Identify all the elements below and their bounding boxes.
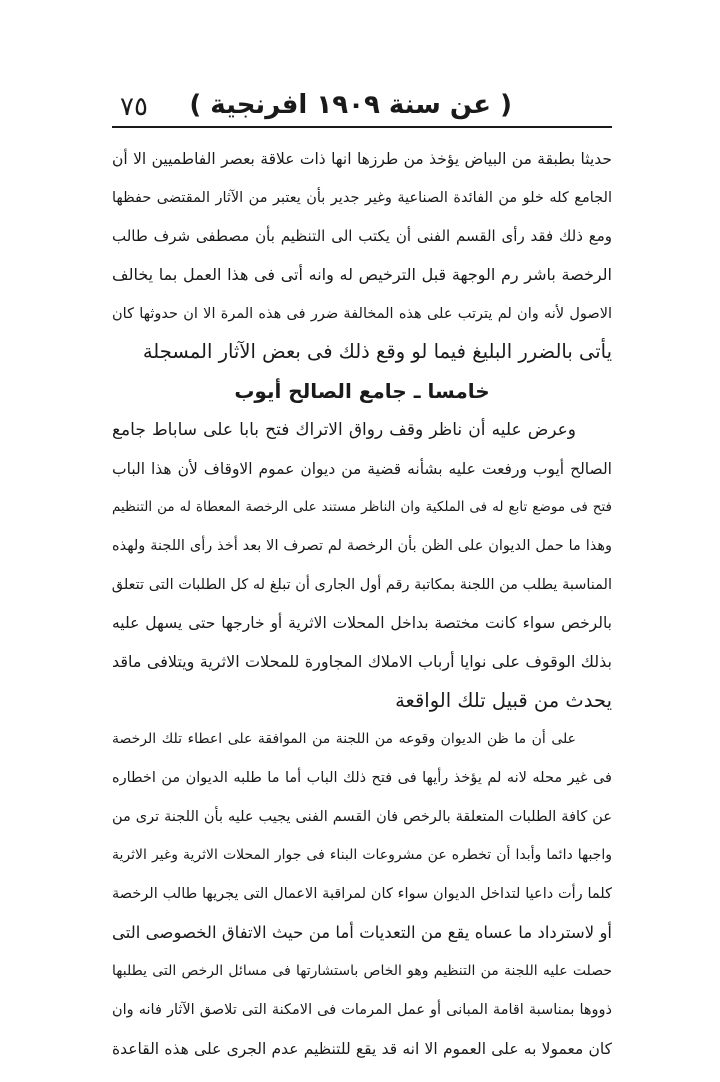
page-header bbox=[112, 86, 612, 126]
text-line: الجامع كله خلو من الفائدة الصناعية وغير جدير بأن يعتبر من الآثار المقتضى حفظها bbox=[112, 189, 612, 206]
text-line: ومع ذلك فقد رأى القسم الفنى أن يكتب الى التنظيم بأن مصطفى شرف طالب bbox=[112, 227, 612, 246]
body-text bbox=[112, 140, 612, 1069]
section-heading: خامسا ـ جامع الصالح أيوب bbox=[234, 379, 490, 404]
text-line: على أن ما ظن الديوان وقوعه من اللجنة من الموافقة على اعطاء تلك الرخصة bbox=[112, 731, 576, 748]
text-line: يحدث من قبيل تلك الواقعة bbox=[395, 688, 612, 712]
text-line: عن كافة الطلبات المتعلقة بالرخص فان القسم الفنى يجيب عليه بأن اللجنة ترى من bbox=[112, 808, 612, 825]
text-line: وعرض عليه أن ناظر وقف رواق الاتراك فتح بابا على ساباط جامع bbox=[112, 419, 576, 440]
text-line: يأتى بالضرر البليغ فيما لو وقع ذلك فى بعض الآثار المسجلة bbox=[142, 340, 612, 364]
text-line: الرخصة باشر رم الوجهة قبل الترخيص له وانه أتى فى هذا العمل بما يخالف bbox=[112, 265, 612, 285]
text-line: بذلك الوقوف على نوايا أرباب الاملاك المجاورة للمحلات الاثرية ويتلافى ماقد bbox=[112, 651, 612, 671]
text-line: وهذا ما حمل الديوان على الظن بأن الرخصة لم تصرف الا بعد أخذ رأى اللجنة ولهذه bbox=[112, 537, 612, 554]
running-title: ( عن سنة ١٩٠٩ افرنجية ) bbox=[189, 90, 512, 120]
text-line: ذووها بمناسبة اقامة المبانى أو عمل المرمات فى الامكنة التى تلاصق الآثار فانه وان bbox=[112, 1002, 612, 1019]
page-number: ٧٥ bbox=[120, 92, 148, 122]
text-line: الصالح أيوب ورفعت عليه بشأنه قضية من ديوان عموم الاوقاف لأن هذا الباب bbox=[112, 459, 612, 478]
text-line: أو لاسترداد ما عساه يقع من التعديات أما من حيث الاتفاق الخصوصى التى bbox=[112, 922, 612, 942]
header-rule bbox=[112, 126, 612, 128]
text-line: حصلت عليه اللجنة من التنظيم وهو الخاص باستشارتها فى مسائل الرخص التى يطلبها bbox=[112, 963, 612, 980]
text-line: كلما رأت داعيا لتداخل الديوان سواء كان لمراقبة الاعمال التى يجريها طالب الرخصة bbox=[112, 886, 612, 903]
text-line: فتح فى موضع تابع له فى الملكية وان الناظر مستند على الرخصة المعطاة له من التنظيم bbox=[112, 499, 612, 516]
text-line: المناسبة يطلب من اللجنة بمكاتبة رقم أول الجارى أن تبلغ له كل الطلبات التى تتعلق bbox=[112, 576, 612, 593]
text-line: حديثا بطبقة من البياض يؤخذ من طرزها انها ذات علاقة بعصر الفاطميين الا أن bbox=[112, 150, 612, 168]
text-line: الاصول لأنه وان لم يترتب على هذه المخالفة ضرر فى هذه المرة الا ان حدوثها كان bbox=[112, 305, 612, 322]
text-line: بالرخص سواء كانت مختصة بداخل المحلات الاثرية أو خارجها حتى يسهل عليه bbox=[112, 614, 612, 633]
text-line: واجبها دائما وأبدا أن تخطره عن مشروعات البناء فى جوار المحلات الاثرية وغير الاثرية bbox=[112, 847, 612, 864]
text-line: كان معمولا به على العموم الا انه قد يقع للتنظيم عدم الجرى على هذه القاعدة bbox=[112, 1039, 612, 1058]
text-line: فى غير محله لانه لم يؤخذ رأيها فى فتح ذلك الباب أما ما طلبه الديوان من اخطاره bbox=[112, 770, 612, 786]
